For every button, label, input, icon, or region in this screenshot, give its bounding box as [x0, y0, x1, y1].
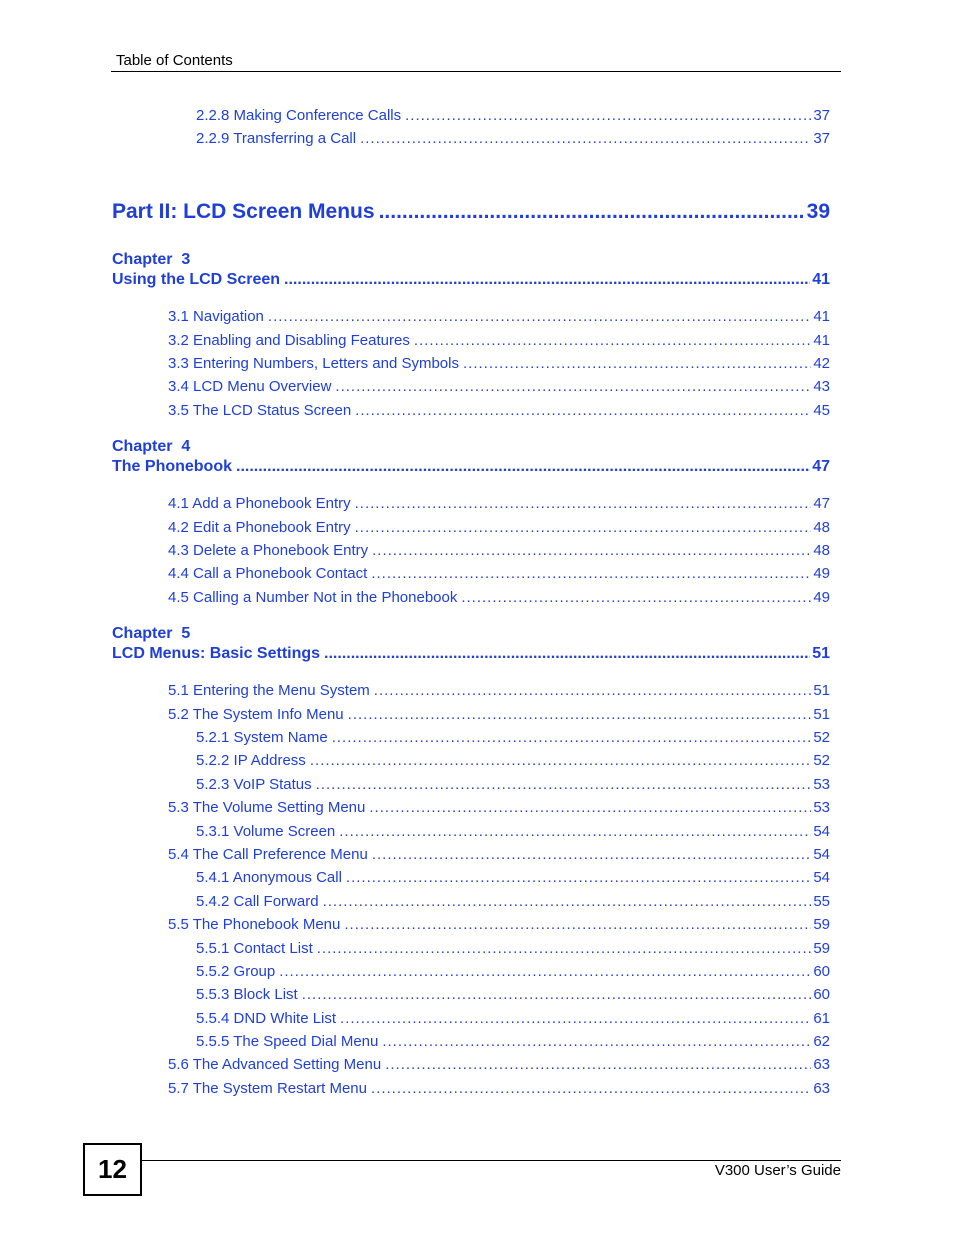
- toc-entry-title: 4.4 Call a Phonebook Contact: [168, 565, 368, 582]
- toc-entry-page: 60: [813, 963, 830, 980]
- toc-entry-title: 5.1 Entering the Menu System: [168, 682, 370, 699]
- dot-leader: [405, 107, 811, 124]
- dot-leader: [382, 1033, 811, 1050]
- toc-entry-5-5[interactable]: [168, 916, 830, 933]
- toc-entry-5-4[interactable]: [168, 846, 830, 863]
- toc-entry-page: 51: [813, 706, 830, 723]
- toc-entry-title: 5.5.2 Group: [196, 963, 276, 980]
- toc-entry-5-4-2[interactable]: [196, 893, 830, 910]
- chapter-page: 41: [812, 271, 830, 288]
- toc-entry-page: 45: [813, 402, 830, 419]
- toc-entry-page: 63: [813, 1080, 830, 1097]
- toc-entry-5-4-1[interactable]: [196, 869, 830, 886]
- dot-leader: [371, 1080, 811, 1097]
- toc-entry-5-2-3[interactable]: [196, 776, 830, 793]
- toc-entry-title: 5.2.3 VoIP Status: [196, 776, 312, 793]
- toc-entry-title: 5.3 The Volume Setting Menu: [168, 799, 366, 816]
- toc-entry-5-3[interactable]: [168, 799, 830, 816]
- chapter-title: LCD Menus: Basic Settings: [112, 645, 321, 662]
- dot-leader: [371, 565, 811, 582]
- toc-entry-page: 41: [813, 308, 830, 325]
- toc-entry-title: 3.5 The LCD Status Screen: [168, 402, 352, 419]
- toc-entry-page: 49: [813, 589, 830, 606]
- toc-entry-5-5-2[interactable]: [196, 963, 830, 980]
- toc-entry-title: 5.4 The Call Preference Menu: [168, 846, 368, 863]
- toc-entry-title: 4.3 Delete a Phonebook Entry: [168, 542, 369, 559]
- dot-leader: [461, 589, 811, 606]
- dot-leader: [310, 752, 812, 769]
- toc-entry-5-5-1[interactable]: [196, 940, 830, 957]
- toc-entry-title: 5.7 The System Restart Menu: [168, 1080, 367, 1097]
- dot-leader: [374, 682, 812, 699]
- toc-entry-2-2-8[interactable]: [196, 107, 830, 124]
- dot-leader: [236, 458, 810, 476]
- toc-part-ii[interactable]: [112, 200, 830, 224]
- toc-entry-page: 48: [813, 519, 830, 536]
- dot-leader: [324, 645, 810, 663]
- toc-entry-4-2[interactable]: [168, 519, 830, 536]
- toc-entry-4-1[interactable]: [168, 495, 830, 512]
- dot-leader: [284, 271, 810, 289]
- toc-entry-page: 51: [813, 682, 830, 699]
- toc-entry-5-2[interactable]: [168, 706, 830, 723]
- dot-leader: [346, 869, 811, 886]
- dot-leader: [339, 823, 811, 840]
- dot-leader: [302, 986, 812, 1003]
- toc-entry-5-5-3[interactable]: [196, 986, 830, 1003]
- chapter-title: The Phonebook: [112, 458, 232, 475]
- chapter-5-label: Chapter 5: [112, 625, 191, 642]
- dot-leader: [348, 706, 812, 723]
- part-page: 39: [806, 200, 830, 223]
- toc-entry-title: 5.4.2 Call Forward: [196, 893, 319, 910]
- toc-entry-5-6[interactable]: [168, 1056, 830, 1073]
- toc-entry-5-3-1[interactable]: [196, 823, 830, 840]
- toc-entry-4-4[interactable]: [168, 565, 830, 582]
- dot-leader: [317, 940, 812, 957]
- guide-title: V300 User’s Guide: [714, 1162, 841, 1179]
- toc-entry-title: 5.3.1 Volume Screen: [196, 823, 336, 840]
- toc-entry-page: 54: [813, 869, 830, 886]
- toc-entry-5-2-2[interactable]: [196, 752, 830, 769]
- page-number: 12: [98, 1154, 127, 1184]
- toc-entry-title: 4.5 Calling a Number Not in the Phonebook: [168, 589, 458, 606]
- chapter-5-title[interactable]: [112, 645, 830, 663]
- toc-entry-page: 48: [813, 542, 830, 559]
- toc-entry-title: 5.2.1 System Name: [196, 729, 328, 746]
- toc-entry-title: 3.4 LCD Menu Overview: [168, 378, 332, 395]
- toc-entry-title: 5.5.5 The Speed Dial Menu: [196, 1033, 379, 1050]
- dot-leader: [323, 893, 812, 910]
- toc-entry-page: 62: [813, 1033, 830, 1050]
- toc-entry-page: 54: [813, 846, 830, 863]
- toc-entry-title: 5.5.3 Block List: [196, 986, 298, 1003]
- toc-entry-title: 5.5 The Phonebook Menu: [168, 916, 341, 933]
- toc-entry-3-3[interactable]: [168, 355, 830, 372]
- toc-entry-2-2-9[interactable]: [196, 130, 830, 147]
- toc-entry-3-4[interactable]: [168, 378, 830, 395]
- toc-entry-page: 52: [813, 752, 830, 769]
- toc-entry-title: 5.2.2 IP Address: [196, 752, 306, 769]
- toc-entry-5-1[interactable]: [168, 682, 830, 699]
- running-header: Table of Contents: [116, 52, 233, 69]
- toc-entry-page: 49: [813, 565, 830, 582]
- dot-leader: [355, 519, 812, 536]
- toc-entry-page: 55: [813, 893, 830, 910]
- toc-entry-page: 41: [813, 332, 830, 349]
- toc-entry-page: 59: [813, 940, 830, 957]
- toc-entry-page: 47: [813, 495, 830, 512]
- part-title: Part II: LCD Screen Menus: [112, 200, 375, 223]
- toc-entry-page: 42: [813, 355, 830, 372]
- toc-entry-4-3[interactable]: [168, 542, 830, 559]
- dot-leader: [463, 355, 811, 372]
- toc-entry-3-5[interactable]: [168, 402, 830, 419]
- chapter-title: Using the LCD Screen: [112, 271, 281, 288]
- toc-entry-page: 37: [813, 130, 830, 147]
- toc-entry-5-5-5[interactable]: [196, 1033, 830, 1050]
- dot-leader: [355, 402, 811, 419]
- dot-leader: [414, 332, 811, 349]
- header-divider: [111, 71, 841, 72]
- page-number-box: [83, 1143, 142, 1196]
- toc-entry-title: 5.6 The Advanced Setting Menu: [168, 1056, 382, 1073]
- toc-entry-4-5[interactable]: [168, 589, 830, 606]
- toc-entry-title: 3.3 Entering Numbers, Letters and Symbols: [168, 355, 459, 372]
- toc-entry-title: 3.2 Enabling and Disabling Features: [168, 332, 410, 349]
- dot-leader: [355, 495, 812, 512]
- chapter-page: 51: [812, 645, 830, 662]
- toc-entry-title: 2.2.8 Making Conference Calls: [196, 107, 402, 124]
- toc-entry-3-2[interactable]: [168, 332, 830, 349]
- toc-entry-5-2-1[interactable]: [196, 729, 830, 746]
- toc-entry-page: 53: [813, 799, 830, 816]
- dot-leader: [344, 916, 811, 933]
- toc-entry-title: 4.1 Add a Phonebook Entry: [168, 495, 351, 512]
- toc-entry-title: 4.2 Edit a Phonebook Entry: [168, 519, 351, 536]
- dot-leader: [385, 1056, 811, 1073]
- toc-entry-page: 43: [813, 378, 830, 395]
- dot-leader: [279, 963, 811, 980]
- toc-entry-title: 5.4.1 Anonymous Call: [196, 869, 342, 886]
- toc-entry-page: 37: [813, 107, 830, 124]
- toc-entry-page: 61: [813, 1010, 830, 1027]
- dot-leader: [316, 776, 812, 793]
- toc-entry-page: 60: [813, 986, 830, 1003]
- toc-entry-page: 52: [813, 729, 830, 746]
- toc-entry-page: 54: [813, 823, 830, 840]
- toc-entry-title: 5.5.1 Contact List: [196, 940, 313, 957]
- toc-entry-title: 5.5.4 DND White List: [196, 1010, 337, 1027]
- dot-leader: [360, 130, 811, 147]
- dot-leader: [369, 799, 811, 816]
- footer-divider: [140, 1160, 841, 1161]
- dot-leader: [372, 846, 811, 863]
- chapter-3-title[interactable]: [112, 271, 830, 289]
- toc-entry-title: 5.2 The System Info Menu: [168, 706, 344, 723]
- toc-entry-3-1[interactable]: [168, 308, 830, 325]
- toc-entry-title: 3.1 Navigation: [168, 308, 264, 325]
- toc-entry-page: 63: [813, 1056, 830, 1073]
- chapter-4-label: Chapter 4: [112, 438, 191, 455]
- dot-leader: [372, 542, 811, 559]
- dot-leader: [335, 378, 811, 395]
- toc-entry-5-7[interactable]: [168, 1080, 830, 1097]
- dot-leader: [268, 308, 811, 325]
- chapter-page: 47: [812, 458, 830, 475]
- dot-leader: [379, 200, 805, 224]
- toc-entry-title: 2.2.9 Transferring a Call: [196, 130, 357, 147]
- chapter-4-title[interactable]: [112, 458, 830, 476]
- chapter-3-label: Chapter 3: [112, 251, 191, 268]
- toc-entry-page: 53: [813, 776, 830, 793]
- dot-leader: [340, 1010, 811, 1027]
- toc-entry-5-5-4[interactable]: [196, 1010, 830, 1027]
- toc-entry-page: 59: [813, 916, 830, 933]
- dot-leader: [332, 729, 812, 746]
